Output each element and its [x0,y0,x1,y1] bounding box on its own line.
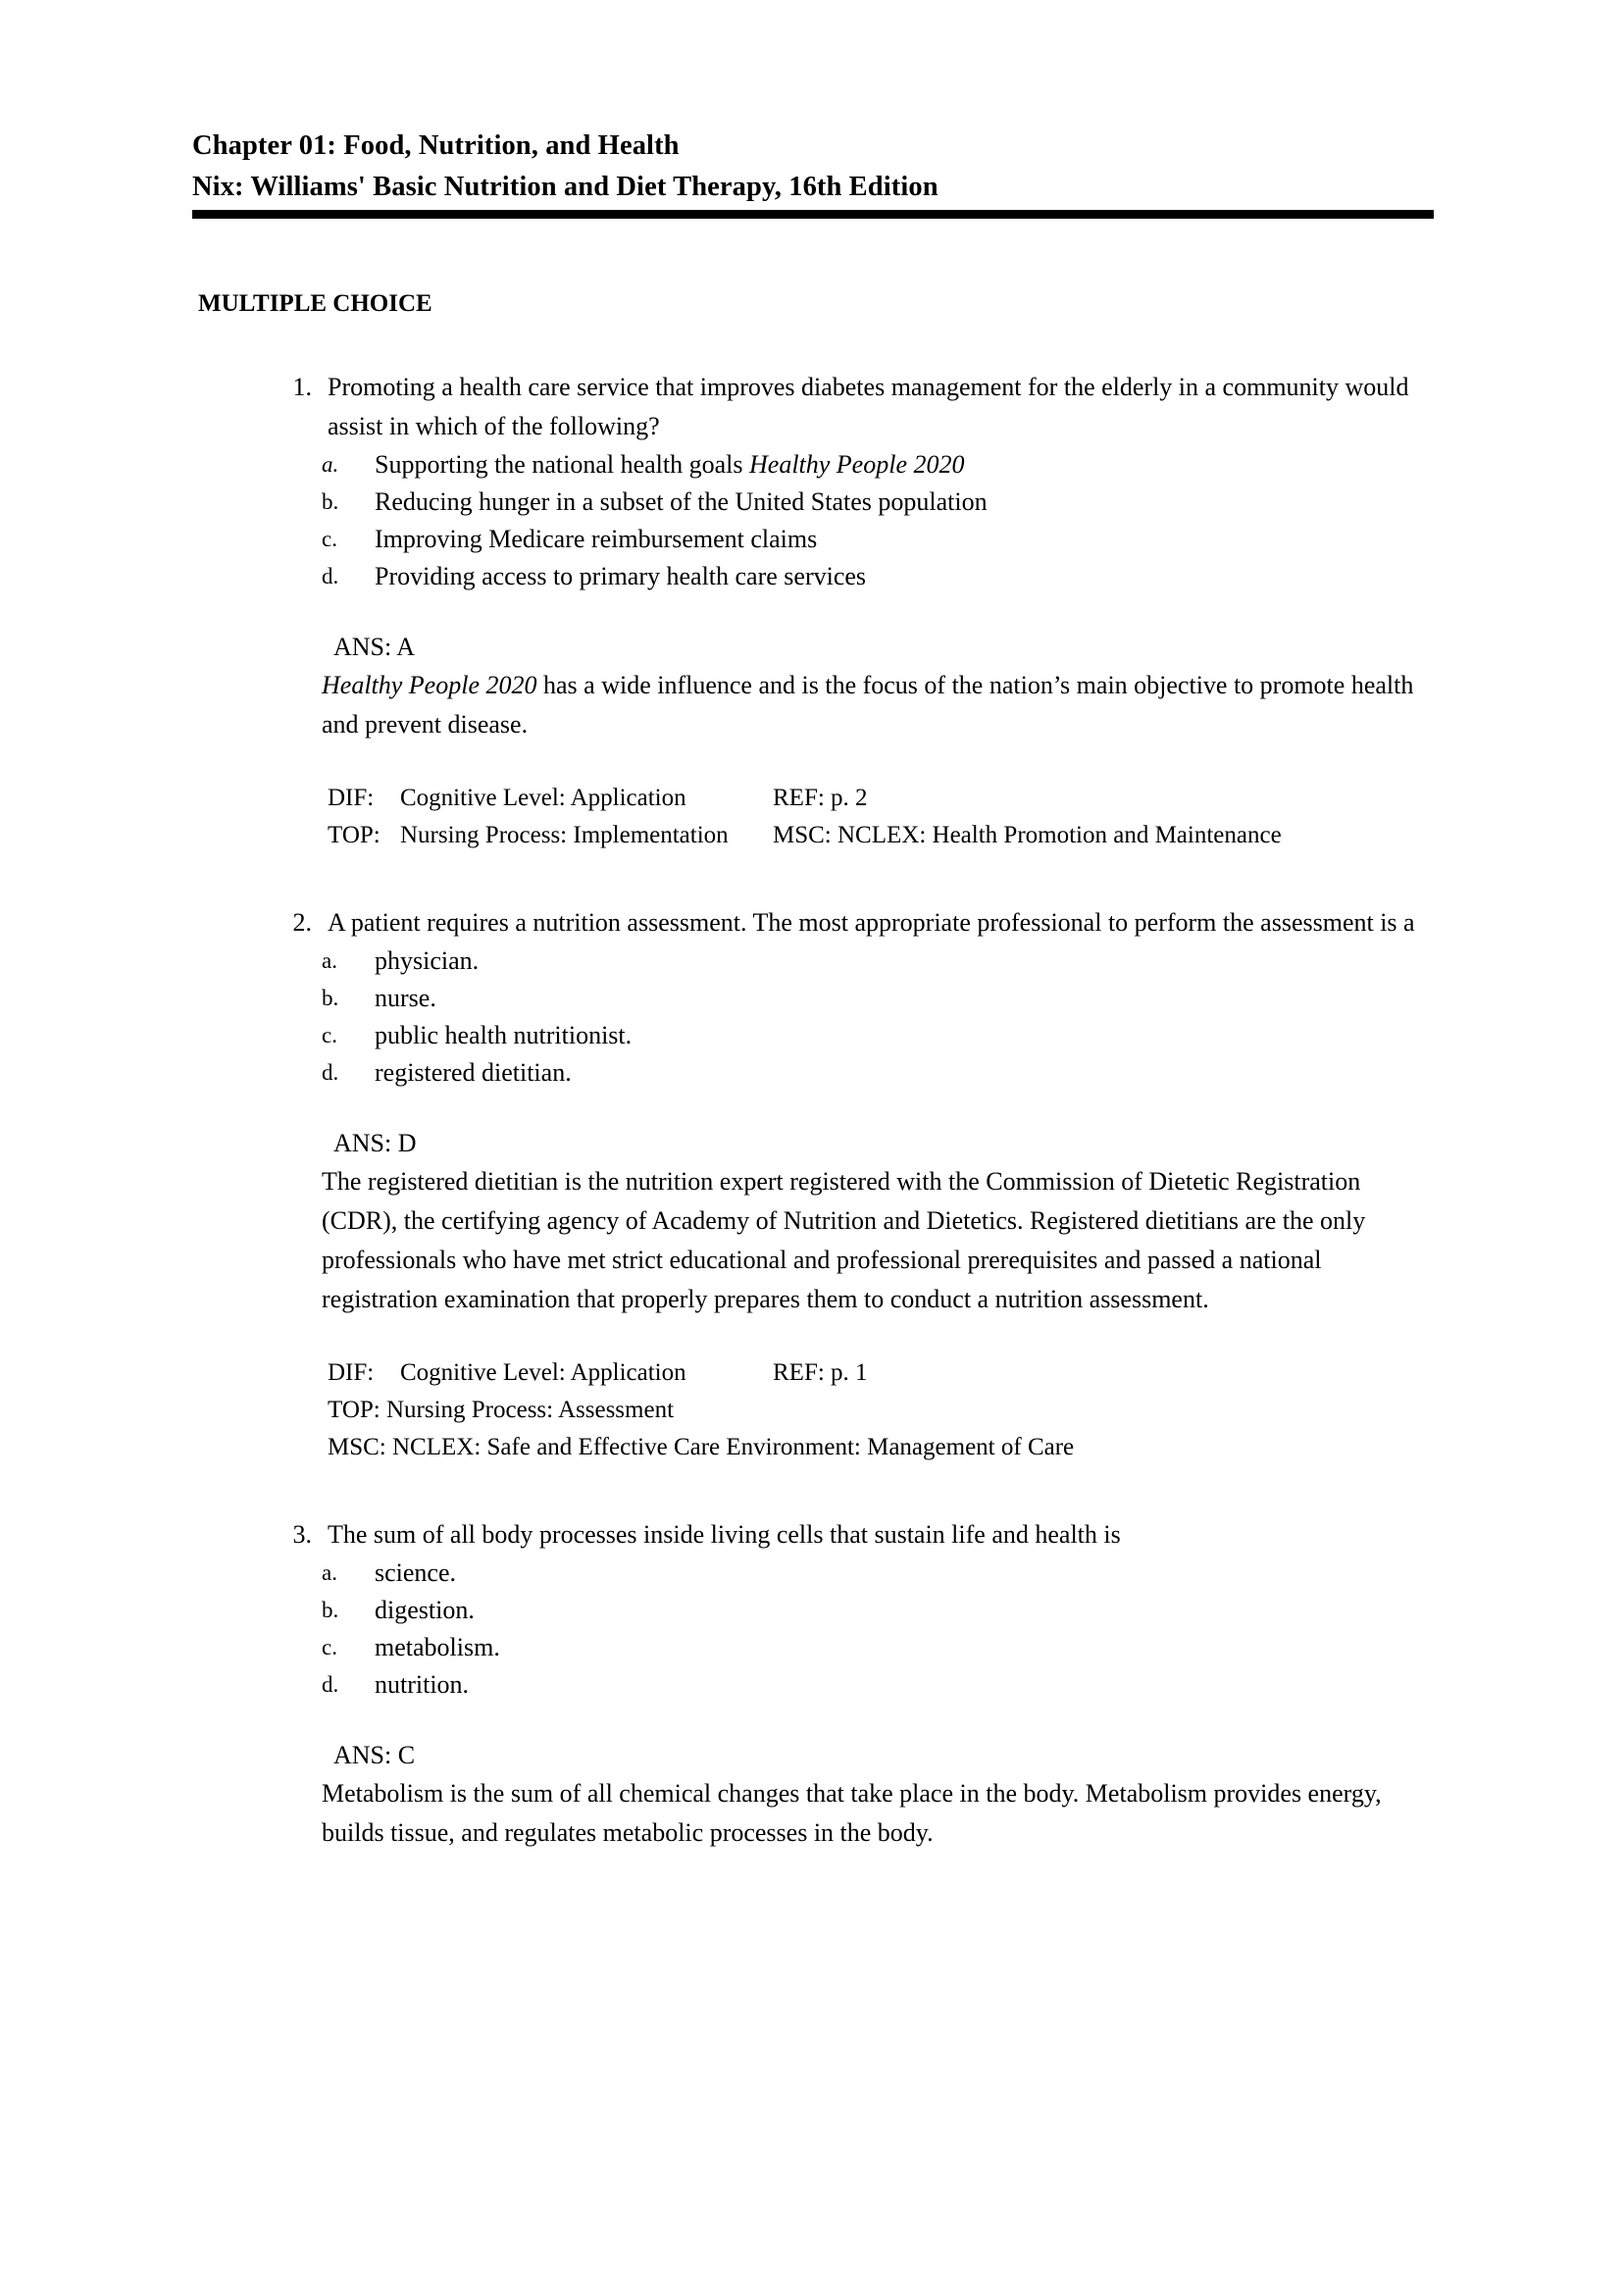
option-list [322,446,1442,595]
option-text: nutrition. [375,1670,470,1699]
question-metadata [328,1354,1442,1466]
question-stem-text: Promoting a health care service that improves diabetes management for the elderly in a community would assist in which of the following? [328,373,1409,440]
option-row[interactable] [322,1666,1442,1704]
metadata-row-dif [328,1354,1442,1392]
question-number: 1. [292,373,312,401]
dif-value: Cognitive Level: Application [400,785,686,811]
dif-label: DIF: [328,1359,375,1386]
metadata-row-top: TOP: Nursing Process: Assessment [328,1397,675,1423]
option-letter: c. [322,1635,337,1659]
question-block [192,903,1442,1466]
option-text: digestion. [375,1596,475,1624]
question-number: 3. [292,1520,312,1549]
question-block [192,1515,1442,1853]
question-number: 2. [292,908,312,937]
option-letter: c. [322,1023,337,1047]
option-row[interactable] [322,1629,1442,1666]
dif-value: Cognitive Level: Application [400,1359,686,1386]
answer-key: ANS: C [333,1741,416,1769]
option-row[interactable] [322,1017,1442,1054]
metadata-row-msc: MSC: NCLEX: Safe and Effective Care Environment: Management of Care [328,1434,1075,1460]
option-letter: d. [322,1060,339,1085]
option-text: Reducing hunger in a subset of the United States population [375,487,988,516]
option-letter: b. [322,1598,339,1622]
answer-key: ANS: D [333,1129,417,1157]
answer-rationale [322,666,1442,744]
option-row[interactable] [322,484,1442,521]
ref-value: REF: p. 1 [773,1359,868,1386]
answer-key: ANS: A [333,633,416,661]
option-list [322,1555,1442,1704]
question-stem-text: A patient requires a nutrition assessment. The most appropriate professional to perform the assessment is a [328,908,1415,937]
question-stem [237,1515,1442,1555]
option-list [322,943,1442,1092]
ref-value: REF: p. 2 [773,785,868,811]
top-value: Nursing Process: Implementation [400,822,729,848]
answer-block [322,1737,1442,1853]
answer-block [322,629,1442,744]
option-text-italic: Healthy People 2020 [749,450,965,479]
header-divider [192,210,1434,219]
option-row[interactable] [322,521,1442,558]
metadata-row-dif [328,780,1442,817]
option-row[interactable] [322,943,1442,980]
question-metadata [328,780,1442,854]
question-block [192,368,1442,854]
option-letter: d. [322,564,339,588]
option-letter: b. [322,986,339,1010]
option-row[interactable] [322,446,1442,484]
section-heading: MULTIPLE CHOICE [198,290,432,317]
option-row[interactable] [322,1555,1442,1592]
top-label: TOP: [328,822,381,848]
book-title: Nix: Williams' Basic Nutrition and Diet Therapy, 16th Edition [192,172,939,202]
option-text: Improving Medicare reimbursement claims [375,525,818,553]
option-letter: a. [322,1560,337,1585]
option-letter: a. [322,948,337,973]
msc-value: MSC: NCLEX: Health Promotion and Maintenance [773,822,1282,848]
answer-rationale: Metabolism is the sum of all chemical changes that take place in the body. Metabolism provides energy, builds tissue, and regulates metabolic processes in the body. [322,1779,1382,1847]
option-text: science. [375,1558,457,1587]
option-letter: b. [322,489,339,514]
option-letter: c. [322,527,337,551]
answer-rationale: The registered dietitian is the nutrition expert registered with the Commission of Dietetic Registration (CDR), the certifying agency of Academy of Nutrition and Dietetics. Registered dietitians are the only professionals who have met strict educational and professional prerequisites and passed a national registration examination that properly prepares them to conduct a nutrition assessment. [322,1167,1366,1313]
question-stem [237,903,1442,943]
option-text: Supporting the national health goals [375,450,749,479]
metadata-row-top [328,817,1442,854]
question-stem [237,368,1442,446]
option-row[interactable] [322,1592,1442,1629]
option-row[interactable] [322,558,1442,595]
option-row[interactable] [322,980,1442,1017]
rationale-text: has a wide influence and is the focus of the nation’s main objective to promote health and prevent disease. [322,671,1414,739]
document-header [192,126,1442,219]
option-letter: d. [322,1672,339,1697]
option-text: metabolism. [375,1633,500,1661]
option-row[interactable] [322,1054,1442,1092]
option-text: nurse. [375,984,436,1012]
option-letter: a. [322,452,339,477]
question-stem-text: The sum of all body processes inside living cells that sustain life and health is [328,1520,1121,1549]
option-text: public health nutritionist. [375,1021,633,1049]
option-text: Providing access to primary health care services [375,562,867,590]
option-text: physician. [375,946,480,975]
answer-block [322,1125,1442,1319]
dif-label: DIF: [328,785,375,811]
chapter-title: Chapter 01: Food, Nutrition, and Health [192,130,680,161]
rationale-italic-term: Healthy People 2020 [322,671,537,699]
option-text: registered dietitian. [375,1058,572,1087]
